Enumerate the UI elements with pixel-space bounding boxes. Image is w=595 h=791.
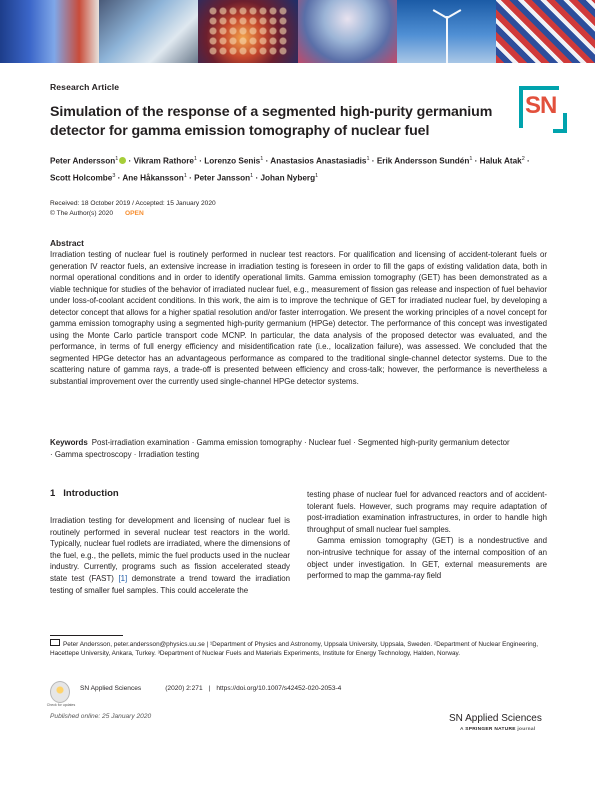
intro-paragraph-3: Gamma emission tomography (GET) is a nondestructive and non-intrusive technique for assay of the internal composition of an object under investigation. In GET, external measurements are performed to map the gamma-ray field [307,536,547,581]
author-name: Lorenzo Senis [204,156,261,166]
affiliation-footnote: Peter Andersson, peter.andersson@physics.uu.se | ¹Department of Physics and Astronomy, Uppsala University, Uppsala, Sweden. ²Department of Nuclear Engineering, Hacettepe University, Ankara, Turkey. ³Department of Nuclear Fuels and Materials Experiments, Institute for Energy Technology, Halden, Norway. [50,641,539,658]
section-title: Introduction [63,488,119,499]
author-name: Peter Andersson [50,156,116,166]
article-title: Simulation of the response of a segmented high-purity germanium detector for gamma emission tomography of nuclear fuel [50,104,493,139]
author-name: Anastasios Anastasiadis [270,156,367,166]
keywords-label: Keywords [50,438,88,447]
author-affiliation: 2 [521,156,525,162]
author-affiliation: 1 [366,156,370,162]
author-list: Peter Andersson$^1$ · Vikram Rathore$^1$ · Lorenzo Senis$^1$ · Anastasios Anastasiadis$^1$ · Erik Andersson Sundén$^1$ · Haluk Atak$^2$ · Scott Holcombe$^3$ · Ane Håkansson$^1$ · Peter Jansson$^1$ · Johan Nyberg$^1$ [50,156,530,183]
check-for-updates-label[interactable]: Check for updates [46,703,76,707]
author-affiliation: 1 [315,172,319,179]
author-name: Johan Nyberg [260,173,316,183]
abstract-text: Irradiation testing of nuclear fuel is routinely performed in nuclear test reactors. For qualification and licensing of accident-tolerant fuels or generation IV reactor fuels, an extensive increase in irradiation testing is foreseen in order to fill the gaps of existing validation data, both in normal operational conditions and in order to identify operational limits. Gamma emission tomography (GET) has been demonstrated as a viable technique for studies of the behavior of irradiated nuclear fuel, e.g., measurement of fission gas release and inspection of fuel behavior under loss-of-coolant accident conditions. In this work, the aim is to improve the technique of GET for irradiated nuclear fuel, by developing a detector concept that allows for a higher spatial resolution and/or faster interrogation. We present the working principles of a novel concept for gamma emission tomography using a segmented high-purity germanium (HPGe) detector. The performance of this concept was investigated using the Monte Carlo particle transport code MCNP. In particular, the data analysis of the proposed detector was evaluated, and the performance, in terms of full energy efficiency and misidentification rate (i.e., localization failure), was assessed. We concluded that the segmented HPGe detector has an advantageous performance as compared to the traditional single-channel detector systems. Due to the scattering nature of gamma rays, a trade-off is presented between efficiency and cross-talk; however, the performance is nevertheless a substantial improvement over the currently used single-channel HPGe detector systems. [50,250,547,386]
copyright: © The Author(s) 2020 [50,209,114,217]
envelope-icon [50,639,60,646]
footnote-rule [50,635,123,636]
doi-link[interactable]: https://doi.org/10.1007/s42452-020-2053-4 [216,685,342,692]
journal-name: SN Applied Sciences [80,685,142,692]
published-online: Published online: 25 January 2020 [50,713,152,720]
author-affiliation: 1 [183,172,187,179]
check-for-updates-icon[interactable] [50,681,70,703]
journal-volume: (2020) 2:271 [165,685,203,692]
orcid-icon[interactable] [119,157,126,164]
keywords [50,437,510,460]
section-number: 1 [50,488,56,499]
author-name: Haluk Atak [479,156,522,166]
author-affiliation: 1 [250,172,254,179]
intro-paragraph-2: testing phase of nuclear fuel for advanced reactors and of accident-tolerant fuels. However, such programs may require adaptation of post-irradiation examination infrastructures, in order to handle high throughput of small nuclear fuel samples. [307,490,547,534]
abstract-heading: Abstract [50,238,84,248]
author-name: Scott Holcombe [50,173,113,183]
journal-citation: SN Applied Sciences (2020) 2:271 | https://doi.org/10.1007/s42452-020-2053-4 [80,685,342,692]
keywords-text: Post-irradiation examination · Gamma emission tomography · Nuclear fuel · Segmented high-purity germanium detector · Gamma spectroscopy · Irradiation testing [50,438,510,459]
received-accepted: Received: 18 October 2019 / Accepted: 15 January 2020 [50,200,216,207]
author-affiliation: 3 [112,172,116,179]
springer-nature-logo: A SPRINGER NATURE journal [460,727,536,732]
article-type: Research Article [50,82,120,92]
banner-image-4 [298,0,397,63]
cover-banner [0,0,595,63]
banner-image-3 [198,0,297,63]
article-dates [50,199,216,218]
open-access-badge: OPEN [125,209,144,217]
intro-paragraph-1a: Irradiation testing for development and licensing of nuclear fuel is routinely performed in several nuclear test reactors in the world. Typically, nuclear fuel rodlets are irradiated, where the dimensions of the fuel, e.g., the pellets, mimic the fuel products used in the nuclear industry. Currently, programs such as fission accelerated steady state test (FAST) [50,516,290,583]
body-column-right [307,489,547,582]
author-name: Peter Jansson [194,173,251,183]
author-name: Vikram Rathore [133,156,194,166]
author-name: Erik Andersson Sundén [376,156,470,166]
banner-image-6 [496,0,595,63]
sn-logo-text: SN [525,92,557,119]
author-name: Ane Håkansson [122,173,184,183]
author-affiliation: 1 [260,156,264,162]
author-affiliation: 1 [115,156,119,162]
citation-link[interactable]: [1] [118,573,128,583]
intro-paragraph-1b: demonstrate a trend toward the irradiation testing of smaller fuel samples. This could accelerate the [50,573,290,595]
body-column-left [50,515,290,596]
section-heading [50,488,119,499]
banner-image-2 [99,0,198,63]
author-affiliation: 1 [193,156,197,162]
author-affiliation: 1 [469,156,473,162]
sn-applied-sciences-logo: SN Applied Sciences [449,713,542,724]
banner-image-5 [397,0,496,63]
banner-image-1 [0,0,99,63]
